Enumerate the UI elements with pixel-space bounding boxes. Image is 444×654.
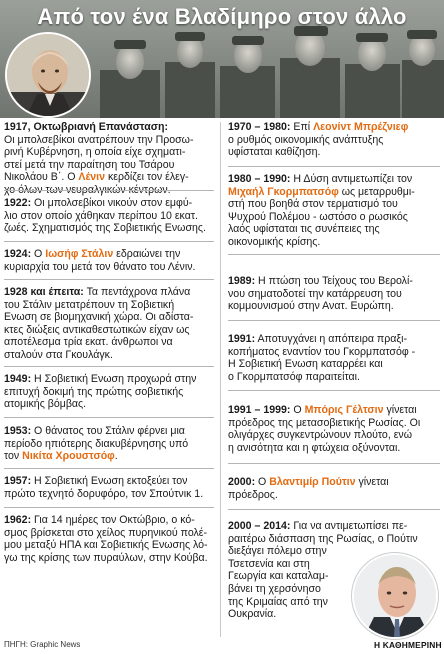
header-banner	[0, 0, 444, 118]
entry-date: 1949:	[4, 373, 32, 385]
entry-text: λαός υφίσταται τις συνέπειες της	[228, 223, 380, 236]
divider	[4, 241, 214, 242]
leader-name: Ιωσήφ Στάλιν	[45, 248, 114, 260]
entry-1980-1990	[228, 173, 415, 249]
entry-date: 1991 – 1999:	[228, 404, 291, 416]
entry-date: 1917, Οκτωβριανή Επανάσταση:	[4, 121, 169, 133]
entry-text: η ανισότητα και η φτώχεια οξύνονται.	[228, 441, 401, 454]
divider	[4, 507, 214, 508]
entry-text: κοπήματος εναντίον του Γκορμπατσόφ -	[228, 345, 416, 358]
entry-1917	[4, 121, 193, 197]
entry-1991	[228, 333, 415, 383]
entry-text: μου μεταξύ ΗΠΑ και Σοβιετικής Ενωσης λό-	[4, 539, 208, 552]
entry-text: ραιτέρω διάσπαση της Ρωσίας, ο Πούτιν	[228, 532, 418, 545]
entry-1924	[4, 248, 195, 273]
divider	[4, 279, 214, 280]
entry-text-part: Ο	[290, 404, 305, 416]
entry-text: Αποτυγχάνει η απόπειρα πραξι-	[255, 333, 408, 345]
entry-text: ατομικής βόμβας.	[4, 398, 87, 411]
entry-text: πρόεδρος.	[228, 488, 278, 501]
entry-text-part: γίνεται	[355, 476, 389, 488]
entry-text: Οι μπολσεβίκοι νικούν στον εμφύ-	[31, 197, 193, 209]
entry-text: κυριαρχία του μετά τον θάνατο του Λένιν.	[4, 260, 196, 273]
entry-text-part: εδραιώνει την	[113, 248, 181, 260]
entry-date: 1991:	[228, 333, 256, 345]
entry-text: αποτέλεσμα τρία εκατ. άνθρωποι να	[4, 336, 173, 349]
page-title: Από τον ένα Βλαδίμηρο στον άλλο	[37, 4, 407, 29]
entry-text: χο όλων των νευραλγικών κέντρων.	[4, 183, 171, 196]
divider	[228, 463, 440, 464]
entry-text-part: .	[114, 450, 118, 463]
entry-text: στή που βοηθά στον τερματισμό του	[228, 198, 398, 211]
divider	[228, 390, 440, 391]
entry-text: πρώτο τεχνητό δορυφόρο, τον Σπούτνικ 1.	[4, 487, 204, 500]
entry-date: 2000:	[228, 476, 256, 488]
entry-text: στεί μετά την παραίτηση του Τσάρου	[4, 158, 175, 171]
entry-date: 1953:	[4, 425, 32, 437]
entry-text-part: O	[31, 248, 46, 260]
putin-portrait-icon	[352, 553, 438, 639]
entry-text: οικονομικής κρίσης.	[228, 235, 321, 248]
entry-text	[4, 171, 193, 184]
entry-text: περίοδο ηπιότερης διακυβέρνησης υπό	[4, 437, 189, 450]
leader-name: Μπόρις Γέλτσιν	[304, 404, 384, 416]
lenin-portrait-icon	[5, 32, 91, 118]
divider	[228, 320, 440, 321]
entry-1991-1999	[228, 404, 420, 454]
entry-text: νου σηματοδοτεί την κατάρρευση του	[228, 287, 402, 300]
entry-text: Για 14 ημέρες τον Οκτώβριο, ο κό-	[31, 514, 195, 526]
entry-date: 1989:	[228, 275, 256, 287]
divider	[4, 190, 214, 191]
entry-1949	[4, 373, 196, 411]
entry-text: Ο θάνατος του Στάλιν φέρνει μια	[31, 425, 185, 437]
entry-date: 1922:	[4, 197, 32, 209]
entry-text: της Κριμαίας από την	[228, 595, 328, 608]
leader-name: Μιχαήλ Γκορμπατσόφ	[228, 185, 339, 198]
entry-text: βάνει τη χερσόνησο	[228, 582, 321, 595]
entry-1989	[228, 275, 413, 313]
entry-date: 1928 και έπειτα:	[4, 286, 84, 298]
entry-text: Η πτώση του Τείχους του Βερολί-	[255, 275, 413, 287]
entry-date: 2000 – 2014:	[228, 520, 291, 532]
leader-name: Λένιν	[78, 171, 105, 184]
entry-1957	[4, 475, 203, 500]
entry-text: Τα πεντάχρονα πλάνα	[83, 286, 191, 298]
entry-text: ρινή Κυβέρνηση, η οποία είχε σχηματι-	[4, 146, 186, 159]
entry-text: πρόεδρος της μετασοβιετικής Ρωσίας. Οι	[228, 416, 421, 429]
entry-date: 1980 – 1990:	[228, 173, 291, 185]
entry-text: διεξάγει πόλεμο στην	[228, 545, 327, 558]
entry-text: Ενωση σε βιομηχανική χώρα. Οι αδίστα-	[4, 311, 194, 324]
entry-text: Η Σοβιετική Ενωση εκτοξεύει τον	[31, 475, 188, 487]
divider	[228, 166, 440, 167]
source-credit: ΠΗΓΗ: Graphic News	[4, 640, 81, 649]
entry-text: Η Σοβιετική Ενωση προχωρά στην	[31, 373, 197, 385]
entry-text: Για να αντιμετωπίσει πε-	[290, 520, 408, 532]
entry-text: Τσετσενία και στη	[228, 557, 310, 570]
entry-text: Η Σοβιετική Ενωση καταρρέει και	[228, 358, 383, 371]
entry-1970-1980	[228, 121, 408, 159]
entry-text: ο Γκορμπατσόφ παραιτείται.	[228, 370, 360, 383]
entry-text: κτες διώξεις αντικαθεστωτικών είχαν ως	[4, 323, 190, 336]
entry-text: λιο στον οποίο χάθηκαν περίπου 10 εκατ.	[4, 209, 198, 222]
entry-text-part: Ο	[255, 476, 270, 488]
entry-text: Γεωργία και καταλαμ-	[228, 570, 329, 583]
entry-text: Η Δύση αντιμετωπίζει τον	[290, 173, 413, 185]
leader-name: Λεονίντ Μπρέζνιεφ	[313, 121, 409, 133]
brand-logo: Η ΚΑΘΗΜΕΡΙΝΗ	[374, 640, 442, 650]
entry-1928	[4, 286, 193, 362]
entry-date: 1957:	[4, 475, 32, 487]
entry-text-part: Νικολάου Β΄. Ο	[4, 171, 79, 184]
entry-date: 1962:	[4, 514, 32, 526]
entry-1962	[4, 514, 208, 564]
entry-text-part: κερδίζει τον έλεγ-	[105, 171, 189, 184]
entry-1953	[4, 425, 188, 463]
divider	[228, 254, 440, 255]
entry-text: επιτυχή δοκιμή της πρώτης σοβιετικής	[4, 385, 184, 398]
entry-text: ολιγάρχες συγκεντρώνουν πλούτο, ενώ	[228, 429, 413, 442]
leader-name: Βλαντιμίρ Πούτιν	[269, 476, 356, 488]
column-divider	[220, 122, 221, 637]
entry-text: Ψυχρού Πολέμου - ωστόσο ο ρωσικός	[228, 210, 408, 223]
entry-text-part: ως μεταρρυθμι-	[338, 185, 415, 198]
divider	[4, 468, 214, 469]
entry-2000	[228, 476, 389, 501]
divider	[4, 417, 214, 418]
entry-text-part: γίνεται	[383, 404, 417, 416]
entry-text	[4, 450, 188, 463]
leader-name: Νικίτα Χρουστσόφ	[22, 450, 115, 463]
entry-date: 1970 – 1980:	[228, 121, 291, 133]
entry-text	[228, 186, 415, 199]
entry-text: Ουκρανία.	[228, 608, 277, 621]
entry-date: 1924:	[4, 248, 32, 260]
entry-text: ο ρυθμός οικονομικής ανάπτυξης	[228, 133, 384, 146]
entry-text: σμος βρίσκεται στο χείλος πυρηνικού πολέ-	[4, 526, 208, 539]
entry-text: του Στάλιν μετατρέπουν τη Σοβιετική	[4, 298, 175, 311]
entry-text: κομμουνισμού στην Ανατ. Ευρώπη.	[228, 300, 394, 313]
entry-text: σταλούν στα Γκουλάγκ.	[4, 348, 113, 361]
entry-text: γω της κρίσης των πυραύλων, στην Κούβα.	[4, 551, 208, 564]
entry-text: ζωές. Σχηματισμός της Σοβιετικής Ενωσης.	[4, 222, 206, 235]
entry-1922	[4, 197, 206, 235]
divider	[228, 509, 440, 510]
entry-text-part: Επί	[290, 121, 314, 133]
entry-text: Οι μπολσεβίκοι ανατρέπουν την Προσω-	[4, 133, 194, 146]
divider	[4, 366, 214, 367]
entry-text-part: τον	[4, 450, 23, 463]
entry-text: υφίσταται καθίζηση.	[228, 146, 321, 159]
